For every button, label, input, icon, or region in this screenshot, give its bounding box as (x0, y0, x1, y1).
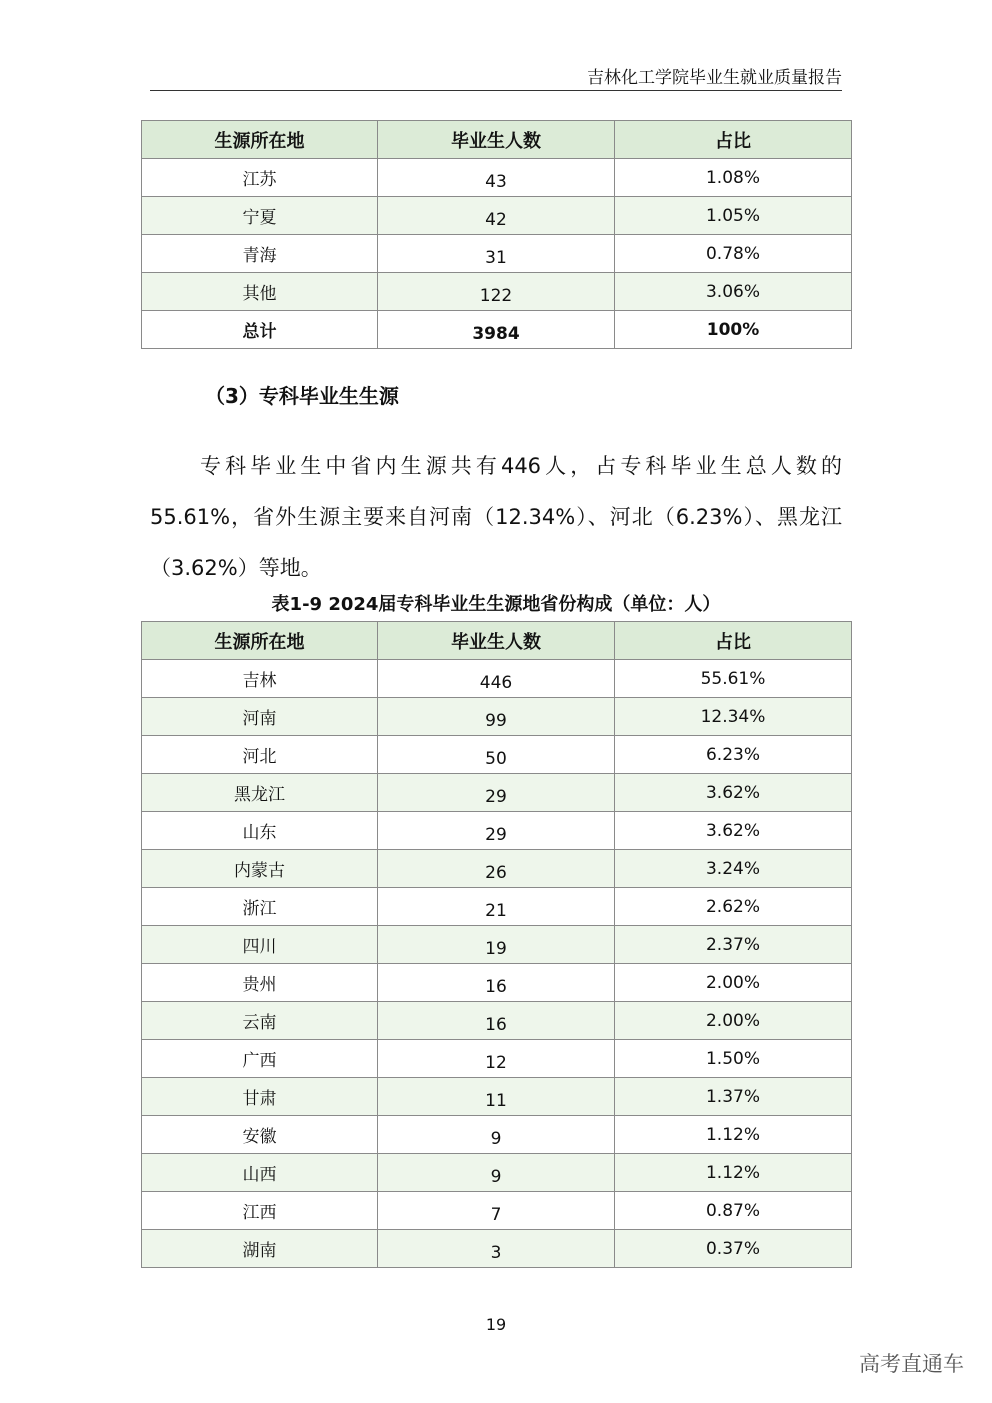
share-cell: 3.62% (615, 812, 852, 850)
region-cell: 云南 (142, 1002, 378, 1040)
count-cell: 16 (378, 964, 615, 1002)
region-cell: 四川 (142, 926, 378, 964)
region-cell: 河北 (142, 736, 378, 774)
column-header-region: 生源所在地 (142, 121, 378, 159)
share-cell: 2.00% (615, 1002, 852, 1040)
share-cell: 3.06% (615, 273, 852, 311)
table-row (142, 1230, 852, 1268)
table-row (142, 1116, 852, 1154)
total-count-cell: 3984 (378, 311, 615, 349)
count-cell: 43 (378, 159, 615, 197)
table-row (142, 850, 852, 888)
share-cell: 1.12% (615, 1154, 852, 1192)
table-row (142, 1002, 852, 1040)
table-row (142, 698, 852, 736)
count-cell: 9 (378, 1154, 615, 1192)
table-total-row (142, 311, 852, 349)
column-header-share: 占比 (615, 121, 852, 159)
page-header (150, 70, 842, 91)
share-cell: 12.34% (615, 698, 852, 736)
region-cell: 浙江 (142, 888, 378, 926)
count-cell: 42 (378, 197, 615, 235)
share-cell: 6.23% (615, 736, 852, 774)
watermark: 高考直通车 (859, 1352, 964, 1376)
region-cell: 黑龙江 (142, 774, 378, 812)
table-row (142, 1154, 852, 1192)
share-cell: 1.37% (615, 1078, 852, 1116)
region-cell: 江苏 (142, 159, 378, 197)
table-header-row (142, 622, 852, 660)
count-cell: 11 (378, 1078, 615, 1116)
region-cell: 安徽 (142, 1116, 378, 1154)
column-header-share: 占比 (615, 622, 852, 660)
total-share-cell: 100% (615, 311, 852, 349)
count-cell: 99 (378, 698, 615, 736)
region-cell: 山西 (142, 1154, 378, 1192)
table-row (142, 197, 852, 235)
count-cell: 26 (378, 850, 615, 888)
share-cell: 0.87% (615, 1192, 852, 1230)
table-row (142, 1192, 852, 1230)
region-cell: 贵州 (142, 964, 378, 1002)
count-cell: 50 (378, 736, 615, 774)
table-row (142, 660, 852, 698)
region-cell: 湖南 (142, 1230, 378, 1268)
region-cell: 其他 (142, 273, 378, 311)
count-cell: 19 (378, 926, 615, 964)
column-header-region: 生源所在地 (142, 622, 378, 660)
count-cell: 29 (378, 812, 615, 850)
column-header-count: 毕业生人数 (378, 121, 615, 159)
table-row (142, 774, 852, 812)
total-label-cell: 总计 (142, 311, 378, 349)
count-cell: 3 (378, 1230, 615, 1268)
share-cell: 3.24% (615, 850, 852, 888)
region-cell: 广西 (142, 1040, 378, 1078)
table-row (142, 812, 852, 850)
region-cell: 吉林 (142, 660, 378, 698)
vocational-region-table (141, 621, 852, 1268)
column-header-count: 毕业生人数 (378, 622, 615, 660)
count-cell: 29 (378, 774, 615, 812)
table-header-row (142, 121, 852, 159)
share-cell: 2.62% (615, 888, 852, 926)
table-caption: 表1-9 2024届专科毕业生生源地省份构成（单位：人） (271, 594, 721, 615)
table-row (142, 273, 852, 311)
table-row (142, 1078, 852, 1116)
table-row (142, 964, 852, 1002)
region-cell: 宁夏 (142, 197, 378, 235)
count-cell: 31 (378, 235, 615, 273)
count-cell: 122 (378, 273, 615, 311)
page-number: 19 (485, 1315, 507, 1334)
share-cell: 1.50% (615, 1040, 852, 1078)
table-row (142, 159, 852, 197)
region-table-continued (141, 120, 852, 349)
share-cell: 0.78% (615, 235, 852, 273)
region-cell: 河南 (142, 698, 378, 736)
table-row (142, 235, 852, 273)
table-row (142, 888, 852, 926)
share-cell: 1.12% (615, 1116, 852, 1154)
region-cell: 山东 (142, 812, 378, 850)
share-cell: 2.37% (615, 926, 852, 964)
share-cell: 55.61% (615, 660, 852, 698)
region-cell: 江西 (142, 1192, 378, 1230)
count-cell: 446 (378, 660, 615, 698)
region-cell: 甘肃 (142, 1078, 378, 1116)
count-cell: 7 (378, 1192, 615, 1230)
count-cell: 21 (378, 888, 615, 926)
share-cell: 1.08% (615, 159, 852, 197)
share-cell: 1.05% (615, 197, 852, 235)
table-row (142, 926, 852, 964)
count-cell: 12 (378, 1040, 615, 1078)
body-paragraph: 专科毕业生中省内生源共有446人，占专科毕业生总人数的55.61%，省外生源主要来自河南（12.34%）、河北（6.23%）、黑龙江（3.62%）等地。 (150, 454, 842, 580)
region-cell: 内蒙古 (142, 850, 378, 888)
count-cell: 16 (378, 1002, 615, 1040)
share-cell: 3.62% (615, 774, 852, 812)
count-cell: 9 (378, 1116, 615, 1154)
section-heading: （3）专科毕业生生源 (205, 384, 399, 408)
share-cell: 2.00% (615, 964, 852, 1002)
region-cell: 青海 (142, 235, 378, 273)
table-row (142, 736, 852, 774)
table-row (142, 1040, 852, 1078)
report-title: 吉林化工学院毕业生就业质量报告 (587, 68, 842, 88)
share-cell: 0.37% (615, 1230, 852, 1268)
